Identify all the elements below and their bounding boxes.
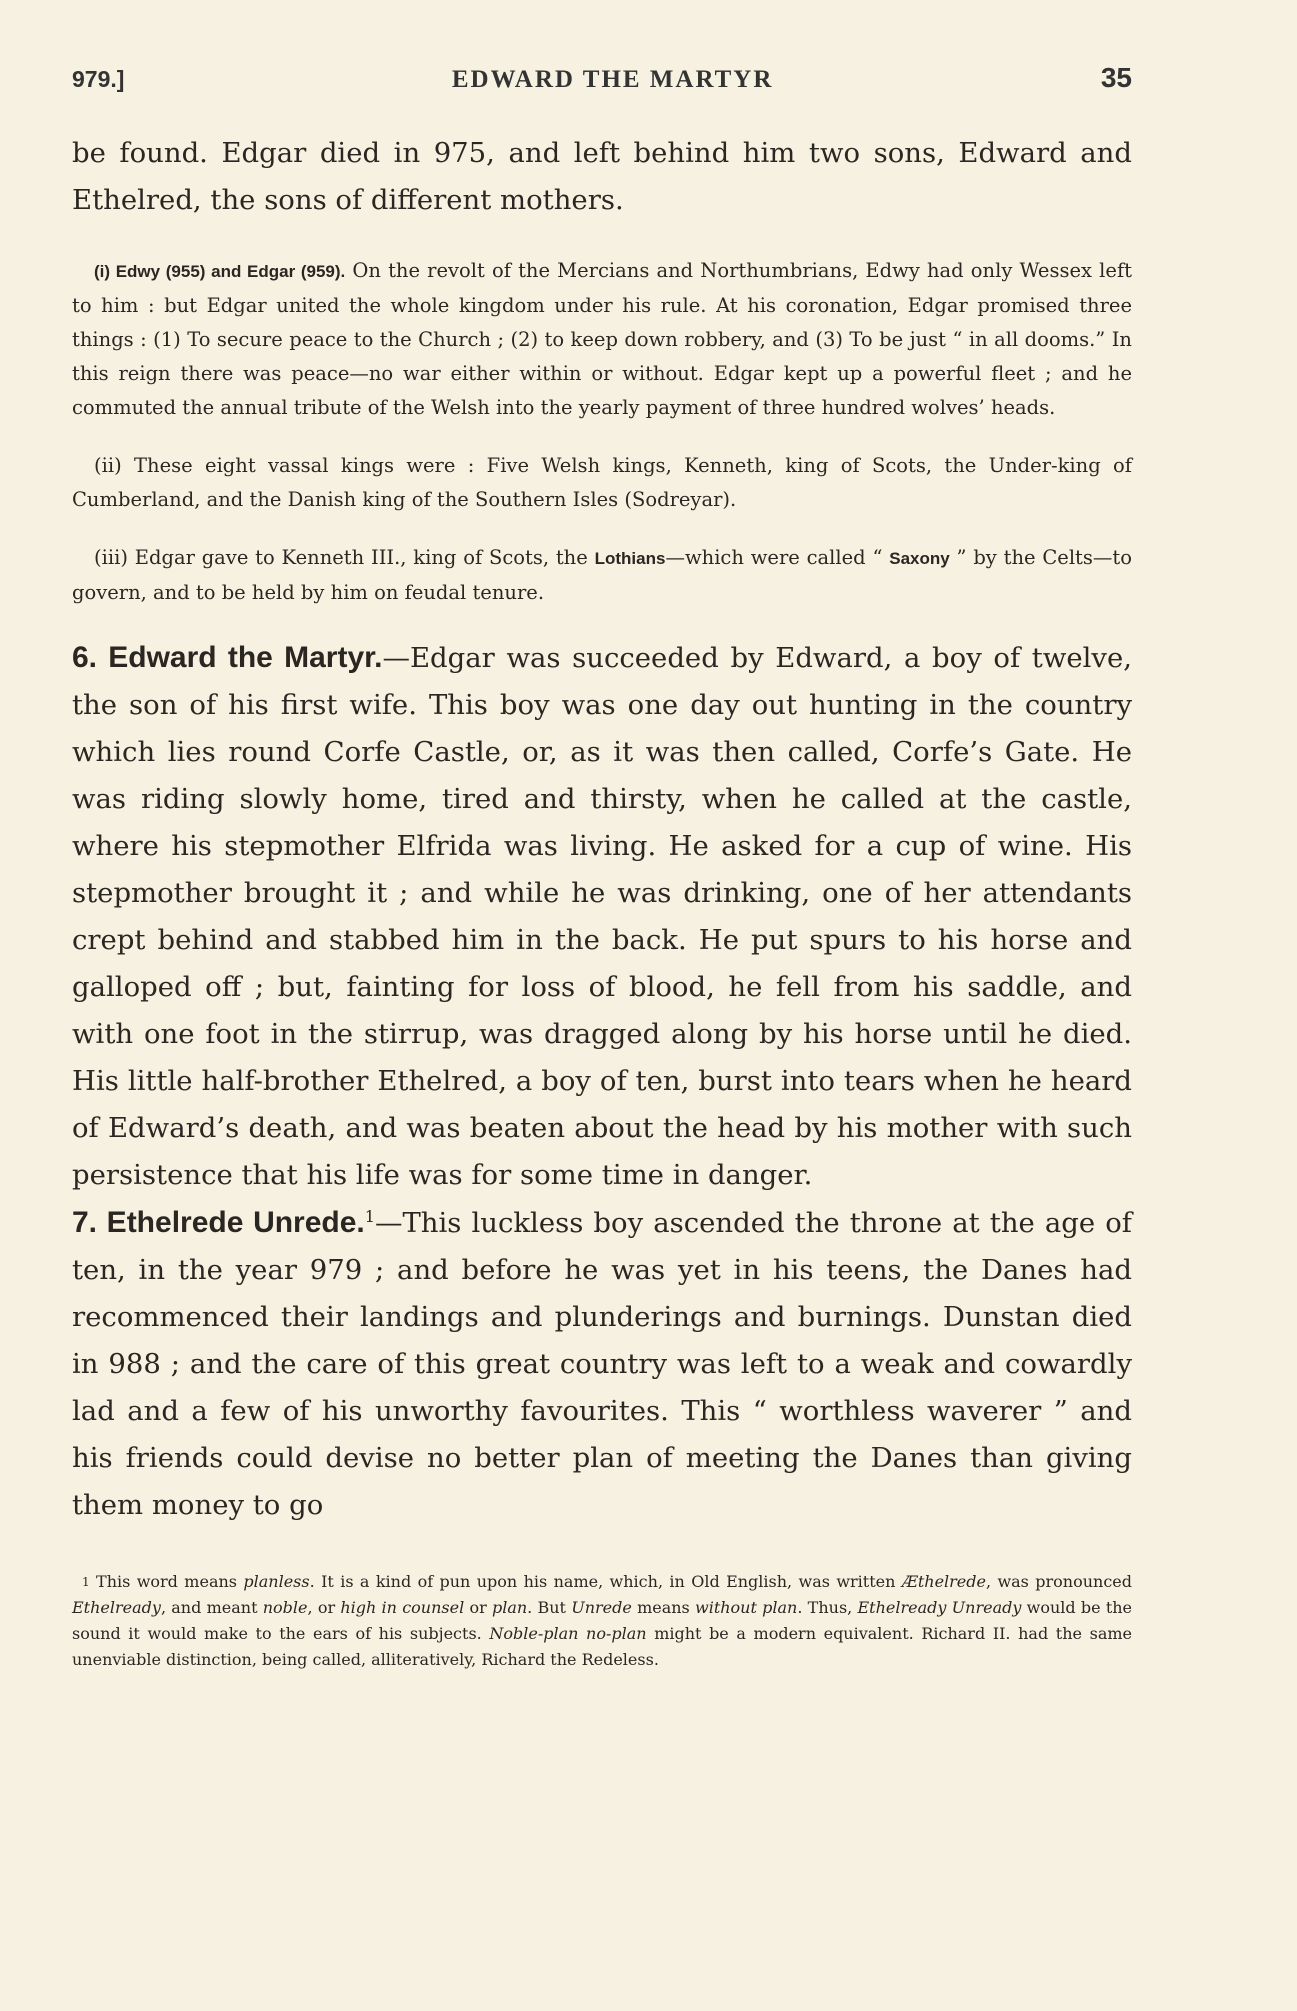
header-title: EDWARD THE MARTYR bbox=[451, 66, 774, 93]
note-iii bbox=[72, 541, 1132, 610]
fn-text: . But bbox=[527, 1598, 572, 1617]
fn-emph: Æthelrede bbox=[901, 1572, 986, 1591]
footnote-mark: 1 bbox=[82, 1575, 90, 1589]
note-ii bbox=[72, 449, 1132, 517]
fn-text: or bbox=[464, 1598, 492, 1617]
fn-text: , and meant bbox=[160, 1598, 263, 1617]
section-7-paragraph bbox=[72, 1199, 1132, 1529]
fn-emph: Noble-plan no-plan bbox=[489, 1624, 647, 1643]
footnote bbox=[72, 1569, 1132, 1673]
section-7-heading: 7. Ethelrede Unrede. bbox=[72, 1206, 365, 1239]
fn-emph: planless bbox=[243, 1572, 310, 1591]
fn-text: would be the sound it would make to the ears of his subjects. bbox=[72, 1598, 1133, 1643]
note-iii-text-c: ” by the Celts—to govern, and to be held by him on feudal tenure. bbox=[72, 546, 1132, 604]
note-iii-text-a: Edgar gave to Kenneth III., king of Scots, the bbox=[127, 546, 595, 569]
fn-text: means bbox=[631, 1598, 695, 1617]
section-6-text: —Edgar was succeeded by Edward, a boy of twelve, the son of his first wife. This boy was one day out hunting in the country which lies round Corfe Castle, or, as it was then called, Corfe’s Gate. He was riding slowly home, tired and thirsty, when he called at the castle, where his stepmother Elfrida was living. He asked for a cup of wine. His stepmother brought it ; and while he was drinking, one of her attendants crept behind and stabbed him in the back. He put spurs to his horse and galloped off ; but, fainting for loss of blood, he fell from his saddle, and with one foot in the stirrup, was dragged along by his horse until he died. His little half-brother Ethelred, a boy of ten, burst into tears when he heard of Edward’s death, and was beaten about the head by his mother with such persistence that his life was for some time in danger. bbox=[72, 642, 1132, 1191]
fn-emph: noble bbox=[262, 1598, 308, 1617]
note-iii-saxony: Saxony bbox=[889, 549, 950, 568]
note-iii-label: (iii) bbox=[94, 546, 128, 569]
fn-emph: Ethelready Unready bbox=[857, 1598, 1022, 1617]
section-6-paragraph bbox=[72, 634, 1132, 1199]
fn-text: might be a modern equivalent. Richard II. had the same unenviable distinction, being called, alliteratively, Richard the Redeless. bbox=[72, 1624, 1133, 1669]
summary-notes bbox=[72, 254, 1132, 610]
section-6-heading: 6. Edward the Martyr. bbox=[72, 641, 383, 674]
fn-text: . It is a kind of pun upon his name, which, in Old English, was written bbox=[309, 1572, 902, 1591]
note-iii-lothians: Lothians bbox=[594, 549, 666, 568]
fn-text: This word means bbox=[89, 1572, 244, 1591]
note-i bbox=[72, 254, 1132, 425]
running-header bbox=[72, 62, 1132, 94]
footnote-ref: 1 bbox=[364, 1206, 375, 1226]
fn-emph: plan bbox=[491, 1598, 528, 1617]
note-iii-text-b: —which were called “ bbox=[665, 546, 890, 569]
header-year: 979.] bbox=[72, 66, 125, 92]
fn-emph: high in counsel bbox=[340, 1598, 465, 1617]
page-number: 35 bbox=[1100, 62, 1132, 93]
book-page bbox=[72, 62, 1132, 1673]
section-7-text: —This luckless boy ascended the throne at the age of ten, in the year 979 ; and before he was yet in his teens, the Danes had recommenced their landings and plunderings and burnings. Dunstan died in 988 ; and the care of this great country was left to a weak and cowardly lad and a few of his unworthy favourites. This “ worthless waverer ” and his friends could devise no better plan of meeting the Danes than giving them money to go bbox=[72, 1207, 1132, 1521]
fn-emph: without plan bbox=[695, 1598, 798, 1617]
fn-emph: Ethelready bbox=[72, 1598, 161, 1617]
fn-text: , or bbox=[307, 1598, 341, 1617]
fn-text: . Thus, bbox=[797, 1598, 858, 1617]
note-i-label: (i) Edwy (955) and Edgar (959). bbox=[94, 262, 346, 281]
note-ii-label: (ii) bbox=[94, 454, 122, 477]
fn-text: , was pronounced bbox=[985, 1572, 1133, 1591]
intro-paragraph: be found. Edgar died in 975, and left behind him two sons, Edward and Ethelred, the sons of different mothers. bbox=[72, 137, 1132, 216]
note-ii-text: These eight vassal kings were : Five Welsh kings, Kenneth, king of Scots, the Under-king of Cumberland, and the Danish king of the Southern Isles (Sodreyar). bbox=[72, 454, 1132, 511]
note-i-text: On the revolt of the Mercians and Northumbrians, Edwy had only Wessex left to him : but Edgar united the whole kingdom under his rule. At his coronation, Edgar promised three things : (1) To secure peace to the Church ; (2) to keep down robbery, and (3) To be just “ in all dooms.” In this reign there was peace—no war either within or without. Edgar kept up a powerful fleet ; and he commuted the annual tribute of the Welsh into the yearly payment of three hundred wolves’ heads. bbox=[72, 259, 1132, 419]
fn-emph: Unrede bbox=[571, 1598, 632, 1617]
